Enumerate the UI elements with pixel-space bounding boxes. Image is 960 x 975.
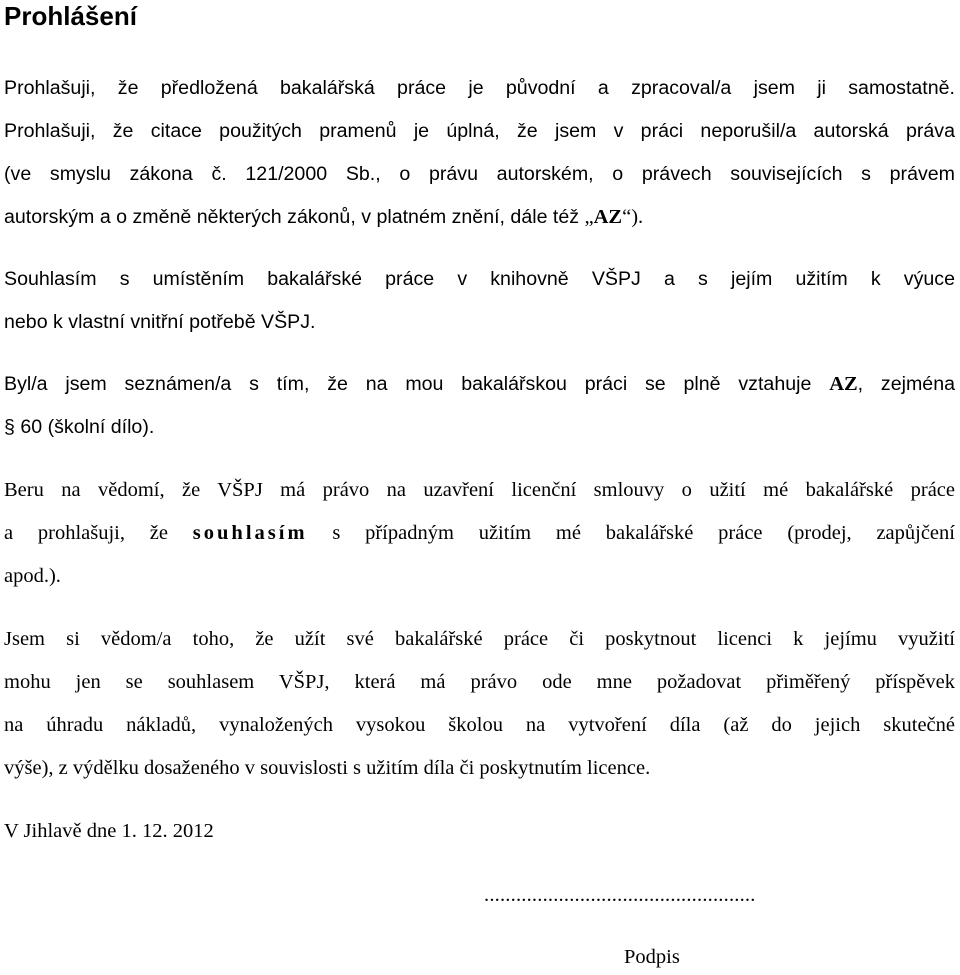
license-line-3: apod.). <box>4 565 61 587</box>
awareness2-line-3: na úhradu nákladů, vynaložených vysokou školou na vytvoření díla (až do jejich skutečné <box>4 714 955 736</box>
license-line-2-part-a: a prohlašuji, že <box>4 522 193 544</box>
az-abbreviation: AZ <box>593 206 623 228</box>
declaration-line-4-part-a: autorským a o změně některých zákonů, v platném znění, dále též <box>4 206 585 228</box>
awareness2-line-2: mohu jen se souhlasem VŠPJ, která má právo ode mne požadovat přiměřený příspěvek <box>4 671 955 693</box>
declaration-line-1: Prohlašuji, že předložená bakalářská práce je původní a zpracoval/a jsem ji samostatně. <box>4 77 955 99</box>
page-title: Prohlášení <box>4 1 137 31</box>
awareness-line-1-part-a: Byl/a jsem seznámen/a s tím, že na mou bakalářskou práci se plně vztahuje <box>4 373 830 395</box>
signature-label: Podpis <box>624 946 680 968</box>
consent-word: souhlasím <box>192 522 308 544</box>
awareness-line-2: § 60 (školní dílo). <box>4 416 155 438</box>
consent-line-2: nebo k vlastní vnitřní potřebě VŠPJ. <box>4 311 316 333</box>
place-and-date: V Jihlavě dne 1. 12. 2012 <box>4 820 214 842</box>
awareness2-line-1: Jsem si vědom/a toho, že užít své bakalářské práce či poskytnout licenci k jejímu využití <box>4 628 955 650</box>
awareness-line-1 <box>4 366 955 402</box>
quote-close: “). <box>622 206 644 228</box>
license-line-2 <box>4 515 955 551</box>
declaration-line-3-part-b: , o právu autorském, o právech souvisejících s právem <box>375 163 955 185</box>
declaration-line-3 <box>4 156 955 192</box>
awareness2-line-4: výše), z výdělku dosaženého v souvislosti s užitím díla či poskytnutím licence. <box>4 757 651 779</box>
declaration-line-3-part-a: (ve smyslu zákona č. 121/2000 Sb. <box>4 163 376 185</box>
declaration-line-4 <box>4 199 955 235</box>
license-line-1: Beru na vědomí, že VŠPJ má právo na uzavření licenční smlouvy o užití mé bakalářské práce <box>4 479 955 501</box>
consent-line-1: Souhlasím s umístěním bakalářské práce v knihovně VŠPJ a s jejím užitím k výuce <box>4 268 955 290</box>
awareness-line-1-part-c: , zejména <box>857 373 955 395</box>
quote-open: „ <box>584 206 594 228</box>
az-abbreviation-2: AZ <box>829 373 858 395</box>
signature-line: ................................................... <box>484 884 756 906</box>
declaration-line-2: Prohlašuji, že citace použitých pramenů je úplná, že jsem v práci neporušil/a autorská práva <box>4 120 955 142</box>
license-line-2-part-c: s případným užitím mé bakalářské práce (prodej, zapůjčení <box>307 522 955 544</box>
